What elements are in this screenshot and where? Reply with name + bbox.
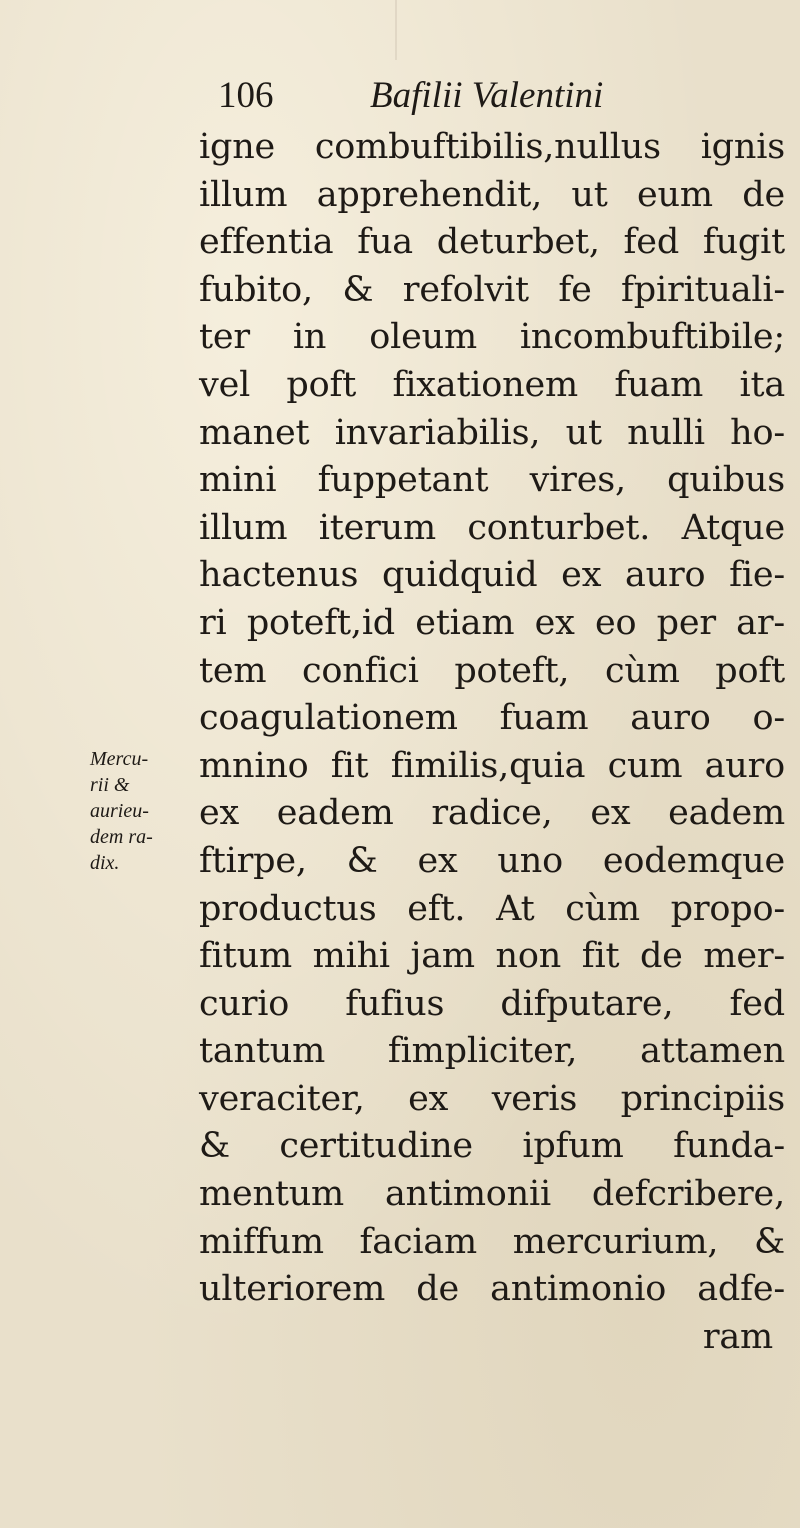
text-line: & certitudine ipfum funda- [199, 1126, 785, 1167]
text-line: illum apprehendit, ut eum de [199, 174, 785, 215]
text-line: mentum antimonii defcribere, [199, 1174, 785, 1215]
text-line: fubito, & refolvit fe fpirituali- [199, 269, 785, 310]
text-line: vel poft fixationem fuam ita [199, 364, 785, 405]
text-line: veraciter, ex veris principiis [199, 1078, 785, 1119]
text-line: tem confici poteft, cùm poft [199, 650, 785, 691]
catchword: ram [702, 1316, 773, 1357]
text-line: ftirpe, & ex uno eodemque [199, 840, 785, 881]
text-line: ex eadem radice, ex eadem [199, 793, 785, 834]
page-number: 106 [218, 75, 274, 116]
marginal-note-line: aurieu- [90, 800, 149, 822]
marginal-note-line: dem ra- [90, 826, 153, 848]
text-line: ri poteft,id etiam ex eo per ar- [199, 602, 785, 643]
text-line: ulteriorem de antimonio adfe- [199, 1269, 785, 1310]
marginal-note-line: dix. [90, 852, 120, 874]
text-line: mnino fit fimilis,quia cum auro [199, 745, 785, 786]
text-line: illum iterum conturbet. Atque [199, 507, 785, 548]
body-text [199, 124, 785, 1361]
text-line: effentia fua deturbet, fed fugit [199, 222, 785, 263]
marginal-note [90, 746, 198, 876]
marginal-note-line: rii & [90, 774, 130, 796]
running-head: Bafilii Valentini [370, 75, 604, 116]
text-line: coagulationem fuam auro o- [199, 698, 785, 739]
text-line: fitum mihi jam non fit de mer- [199, 936, 785, 977]
text-line: mini fuppetant vires, quibus [199, 460, 785, 501]
text-line: manet invariabilis, ut nulli ho- [199, 412, 785, 453]
text-line: igne combuftibilis,nullus ignis [199, 127, 785, 167]
marginal-note-line: Mercu- [90, 748, 149, 770]
text-line: tantum fimpliciter, attamen [199, 1031, 785, 1072]
text-line: hactenus quidquid ex auro fie- [199, 555, 785, 596]
text-line: miffum faciam mercurium, & [199, 1221, 785, 1262]
paper-fold-mark [395, 0, 397, 60]
text-line: ter in oleum incombuftibile; [199, 317, 785, 358]
text-line: curio fufius difputare, fed [199, 983, 785, 1024]
text-line: productus eft. At cùm propo- [199, 888, 785, 929]
